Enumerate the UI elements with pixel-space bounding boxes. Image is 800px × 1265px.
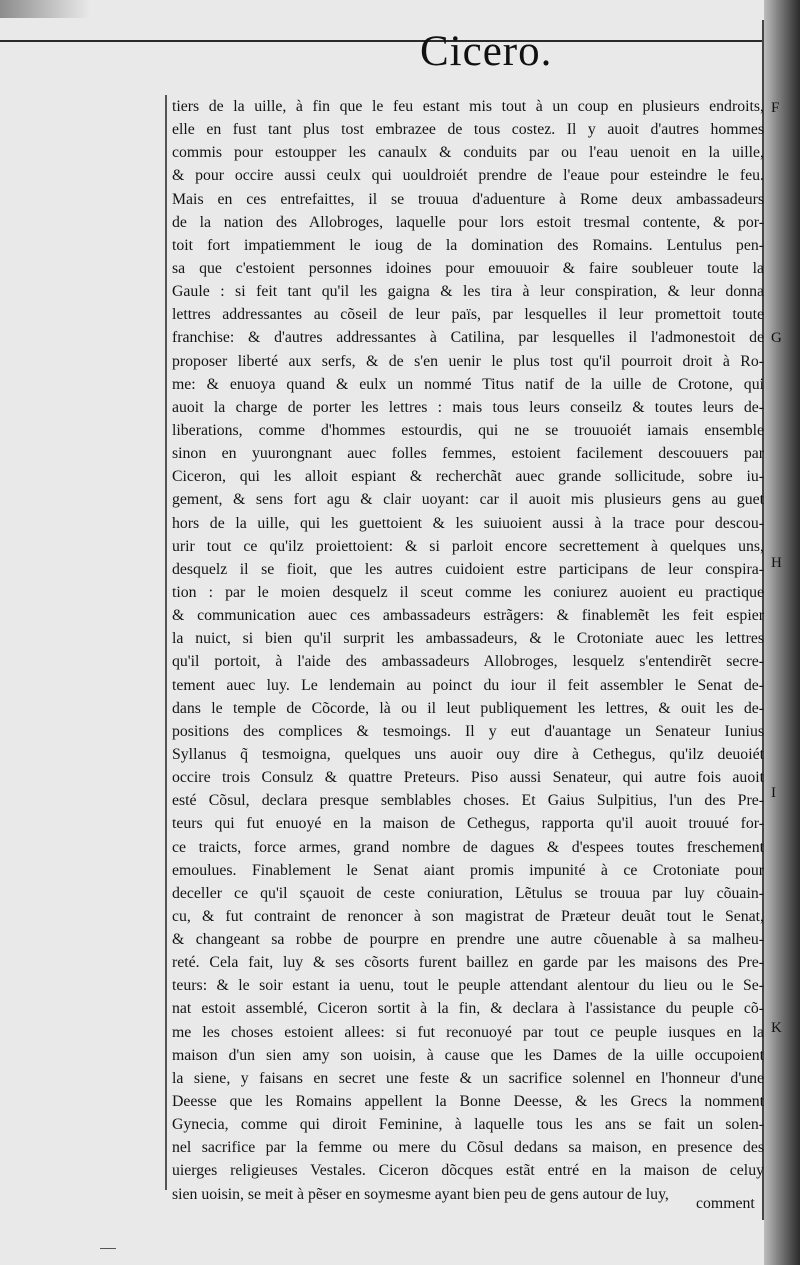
running-head: Cicero.	[420, 28, 553, 75]
page-stain	[0, 0, 90, 18]
text-line: proposer liberté aux serfs, & de s'en uenir le plus tost qu'il pourroit droit à Ro-	[172, 352, 764, 370]
text-line: sinon en yuurongnant auec folles femmes, estoient facilement descouuers par	[172, 445, 764, 463]
text-line: elle en fust tant plus tost embrazee de tous costez. Il y auoit d'autres hommes	[172, 121, 764, 139]
text-line: Syllanus q̃ tesmoigna, quelques uns auoir ouy dire à Cethegus, qu'ilz deuoiét	[172, 745, 764, 763]
page-edge-mark	[100, 1248, 116, 1249]
text-line: nel sacrifice par la femme ou mere du Cõsul dedans sa maison, en presence des	[172, 1139, 764, 1157]
text-line: uierges religieuses Vestales. Ciceron dõcques estãt entré en la maison de celuy	[172, 1162, 764, 1180]
text-line: esté Cõsul, declara presque semblables choses. Et Gaius Sulpitius, l'un des Pre-	[172, 792, 764, 810]
text-line: dans le temple de Cõcorde, là ou il leut publiquement les lettres, & ouit les de-	[172, 699, 764, 717]
text-line: teurs: & le soir estant ia uenu, tout le peuple attendant alentour du lieu ou le Se-	[172, 977, 764, 995]
text-line: de la nation des Allobroges, laquelle pour lors estoit tresmal contente, & por-	[172, 213, 764, 231]
text-line: deceller ce qu'il sçauoit de ceste coniuration, Lẽtulus se trouua par luy cõuain-	[172, 884, 764, 902]
text-line: sa que c'estoient personnes idoines pour emouuoir & faire soubleuer toute la	[172, 259, 764, 277]
text-line: sien uoisin, se meit à pẽser en soymesme ayant bien peu de gens autour de luy,	[172, 1185, 669, 1203]
binding-gutter	[764, 0, 800, 1265]
text-line: commis pour estoupper les canaulx & conduits par ou l'eau uenoit en la uille,	[172, 144, 764, 162]
text-line: me les choses estoient allees: si fut reconuoyé par tout ce peuple iusques en la	[172, 1023, 764, 1041]
text-line: & communication auec ces ambassadeurs estrãgers: & finablemẽt les feit espier	[172, 607, 764, 625]
text-line: positions des complices & tesmoings. Il y eut d'auantage un Senateur Iunius	[172, 722, 764, 740]
text-line: emoulues. Finablement le Senat aiant promis impunité à ce Crotoniate pour	[172, 861, 764, 879]
text-line: liberations, comme d'hommes estourdis, qui ne se trouuoiét iamais ensemble	[172, 421, 764, 439]
margin-marker-g: G	[771, 330, 782, 346]
text-line: teurs qui fut enuoyé en la maison de Cethegus, rapporta qu'il auoit trouué for-	[172, 815, 764, 833]
text-line: Gynecia, comme qui diroit Feminine, à laquelle tous les ans se fait un solen-	[172, 1116, 764, 1134]
margin-marker-k: K	[771, 1020, 782, 1036]
text-line: la siene, y faisans en secret une feste & un sacrifice solennel en l'honneur d'une	[172, 1069, 764, 1087]
text-line: lettres addressantes au cõseil de leur païs, par lesquelles il leur promettoit toute	[172, 306, 764, 324]
text-line: toit fort impatiemment le ioug de la domination des Romains. Lentulus pen-	[172, 236, 764, 254]
left-margin-rule	[165, 95, 167, 1190]
text-line: ce traicts, force armes, grand nombre de dagues & d'espees toutes freschement	[172, 838, 764, 856]
text-line: urir tout ce qu'ilz proiettoient: & si parloit encore secrettement à quelques uns,	[172, 537, 764, 555]
text-line: occire trois Consulz & quattre Preteurs. Piso aussi Senateur, qui autre fois auoit	[172, 769, 764, 787]
text-line: nat estoit assemblé, Ciceron sortit à la fin, & declara à l'assistance du peuple cõ-	[172, 1000, 764, 1018]
catchword: comment	[696, 1195, 755, 1212]
text-line: tiers de la uille, à fin que le feu estant mis tout à un coup en plusieurs endroits,	[172, 98, 764, 115]
text-line: maison d'un sien amy son uoisin, à cause que les Dames de la uille occupoient	[172, 1046, 764, 1064]
text-line: desquelz il se fioit, que les autres cuidoient estre participans de leur conspira-	[172, 560, 764, 578]
text-line: me: & enuoya quand & eulx un nommé Titus natif de la uille de Crotone, qui	[172, 375, 764, 393]
text-line: reté. Cela fait, luy & ses cõsorts furent baillez en garde par les maisons des Pre-	[172, 954, 764, 972]
text-line: tement auec luy. Le lendemain au poinct du iour il feit assembler le Senat de-	[172, 676, 764, 694]
text-line: la nuict, si bien qu'il surprit les ambassadeurs, & le Crotoniate auec les lettres	[172, 630, 764, 648]
text-line: & pour occire aussi ceulx qui uouldroiét prendre de l'eaue pour esteindre le feu.	[172, 167, 764, 185]
body-text	[172, 95, 764, 1206]
text-line: franchise: & d'autres addressantes à Catilina, par lesquelles il l'admonestoit de	[172, 329, 764, 347]
text-line: auoit la charge de porter les lettres : mais tous leurs conseilz & toutes leurs de-	[172, 398, 764, 416]
text-line: tion : par le moien desquelz il sceut comme les coniurez auoient eu practique	[172, 583, 764, 601]
text-line: Mais en ces entrefaittes, il se trouua d'aduenture à Rome deux ambassadeurs	[172, 190, 764, 208]
text-line: cu, & fut contraint de renoncer à son magistrat de Præteur deuãt tout le Senat,	[172, 907, 764, 925]
text-line: gement, & sens fort agu & clair uoyant: car il auoit mis plusieurs gens au guet	[172, 491, 764, 509]
margin-marker-i: I	[771, 785, 776, 801]
text-line: hors de la uille, qui les guettoient & les suiuoient aussi à la trace pour descou-	[172, 514, 764, 532]
text-line: & changeant sa robbe de pourpre en prendre une autre cõuenable à sa malheu-	[172, 931, 764, 949]
margin-marker-f: F	[771, 100, 780, 116]
text-line: Ciceron, qui les alloit espiant & recherchãt auec grande sollicitude, sobre iu-	[172, 468, 764, 486]
header-rule	[0, 40, 762, 42]
text-line: Gaule : si feit tant qu'il les gaigna & les tira à leur conspiration, & leur donna	[172, 283, 764, 301]
margin-marker-h: H	[771, 555, 782, 571]
text-line: qu'il portoit, à l'aide des ambassadeurs Allobroges, lesquelz s'entendirẽt secre-	[172, 653, 764, 671]
text-line: Deesse que les Romains appellent la Bonne Deesse, & les Grecs la nomment	[172, 1093, 764, 1111]
